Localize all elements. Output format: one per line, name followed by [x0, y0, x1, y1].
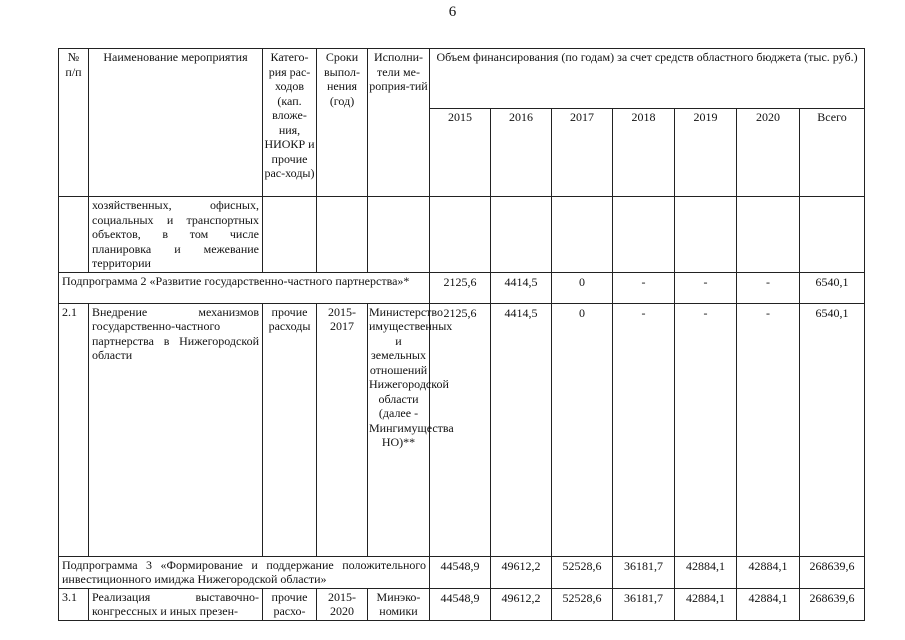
subprogram-row: [59, 272, 865, 303]
header-year: 2019: [675, 109, 737, 197]
table-row: [59, 303, 865, 556]
value-cell: 44548,9: [430, 588, 491, 620]
value-cell: 52528,6: [552, 556, 613, 588]
row-executor: Минэко-номики: [368, 588, 430, 620]
value-cell: -: [675, 272, 737, 303]
subprogram-title: Подпрограмма 3 «Формирование и поддержание положительного инвестиционного имиджа Нижегородской области»: [59, 556, 430, 588]
row-category: прочие расхо-: [263, 588, 317, 620]
value-cell: 36181,7: [613, 556, 675, 588]
row-name: Реализация выставочно-конгрессных и иных презен-: [89, 588, 263, 620]
header-total: Всего: [800, 109, 865, 197]
header-year: 2020: [737, 109, 800, 197]
value-cell: -: [737, 272, 800, 303]
header-executors: Исполни-тели ме-роприя-тий: [368, 49, 430, 197]
subprogram-row: [59, 556, 865, 588]
header-year: 2015: [430, 109, 491, 197]
value-cell: 52528,6: [552, 588, 613, 620]
value-cell: 2125,6: [430, 272, 491, 303]
value-cell: 0: [552, 303, 613, 556]
value-cell: 42884,1: [675, 588, 737, 620]
row-category: прочие расходы: [263, 303, 317, 556]
value-cell: 42884,1: [737, 556, 800, 588]
value-cell: 42884,1: [737, 588, 800, 620]
subprogram-title: Подпрограмма 2 «Развитие государственно-частного партнерства»*: [59, 272, 430, 303]
value-cell: 268639,6: [800, 588, 865, 620]
row-terms: 2015-2020: [317, 588, 368, 620]
page-number: 6: [448, 4, 457, 20]
value-cell: -: [737, 303, 800, 556]
value-cell: 42884,1: [675, 556, 737, 588]
value-cell: 49612,2: [491, 556, 552, 588]
row-executor: Министерство имущественных и земельных отношений Нижегородской области (далее - Мингимущества НО)**: [368, 303, 430, 556]
value-cell: -: [675, 303, 737, 556]
value-cell: 4414,5: [491, 303, 552, 556]
row-name: Внедрение механизмов государственно-частного партнерства в Нижегородской области: [89, 303, 263, 556]
value-cell: 268639,6: [800, 556, 865, 588]
value-cell: 6540,1: [800, 272, 865, 303]
header-category: Катего-рия рас-ходов (кап. вложе-ния, НИОКР и прочие рас-ходы): [263, 49, 317, 197]
value-cell: -: [613, 272, 675, 303]
value-cell: 36181,7: [613, 588, 675, 620]
row-terms: 2015-2017: [317, 303, 368, 556]
row-num: 2.1: [59, 303, 89, 556]
value-cell: 49612,2: [491, 588, 552, 620]
header-terms: Сроки выпол-нения (год): [317, 49, 368, 197]
header-row: [59, 49, 865, 109]
header-year: 2017: [552, 109, 613, 197]
value-cell: 4414,5: [491, 272, 552, 303]
row-name: хозяйственных, офисных, социальных и транспортных объектов, в том числе планировка и межевание территории: [89, 197, 263, 273]
header-name: Наименование мероприятия: [89, 49, 263, 197]
budget-table: [58, 48, 865, 621]
header-year: 2018: [613, 109, 675, 197]
value-cell: -: [613, 303, 675, 556]
header-year: 2016: [491, 109, 552, 197]
value-cell: 0: [552, 272, 613, 303]
header-funding: Объем финансирования (по годам) за счет средств областного бюджета (тыс. руб.): [430, 49, 865, 109]
value-cell: 6540,1: [800, 303, 865, 556]
table-row: [59, 588, 865, 620]
row-num: 3.1: [59, 588, 89, 620]
value-cell: 2125,6: [430, 303, 491, 556]
value-cell: 44548,9: [430, 556, 491, 588]
header-num: № п/п: [59, 49, 89, 197]
table-row: [59, 197, 865, 273]
